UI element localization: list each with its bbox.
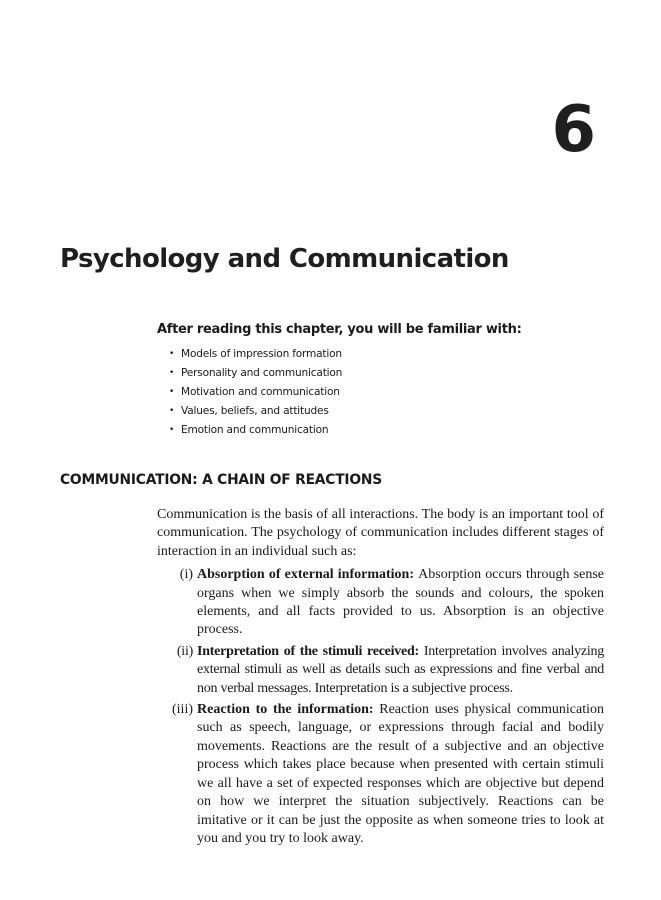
stage-number: (iii): [172, 702, 193, 718]
objective-item: • Motivation and communication: [169, 383, 577, 402]
objective-item: • Models of impression formation: [169, 345, 577, 364]
stage-title: Absorption of external information:: [197, 567, 419, 583]
objectives-list: [157, 345, 577, 440]
stage-item: [157, 566, 604, 640]
objective-item: • Values, beliefs, and attitudes: [169, 402, 577, 421]
stage-item: [157, 701, 604, 848]
stage-text: Interpretation involves analyzing external stimuli as well as details such as expressions and fine verbal and non verbal messages. Interpretation is a subjective process.: [197, 643, 604, 696]
learning-objectives: [157, 320, 577, 440]
stage-text: Reaction uses physical communication such as speech, language, or expressions through facial and bodily movements. Reactions are the result of a subjective and an objective process which takes place because when presented with certain stimuli we all have a set of expected responses which are objective but depend on how we interpret the situation subjectively. Reactions can be imitative or it can be just the opposite as when someone tries to look at you and you try to look away.: [197, 702, 604, 846]
objectives-heading: After reading this chapter, you will be familiar with:: [157, 322, 522, 337]
stage-title: Interpretation of the stimuli received:: [197, 643, 424, 659]
chapter-title: Psychology and Communication: [60, 244, 509, 274]
stage-number: (i): [179, 567, 193, 583]
section-body: [157, 506, 604, 851]
stage-text: Absorption occurs through sense organs when we simply absorb the sounds and colours, the spoken elements, and all facts provided to us. Absorption is an objective process.: [197, 567, 604, 638]
objective-item: • Emotion and communication: [169, 421, 577, 440]
stage-item: [157, 643, 604, 698]
section-heading: COMMUNICATION: A CHAIN OF REACTIONS: [60, 472, 382, 488]
intro-paragraph: Communication is the basis of all interactions. The body is an important tool of communication. The psychology of communication includes different stages of interaction in an individual such as:: [157, 507, 604, 559]
stage-number: (ii): [176, 643, 193, 659]
objective-item: • Personality and communication: [169, 364, 577, 383]
stage-title: Reaction to the information:: [197, 702, 380, 718]
chapter-number: 6: [551, 93, 595, 167]
